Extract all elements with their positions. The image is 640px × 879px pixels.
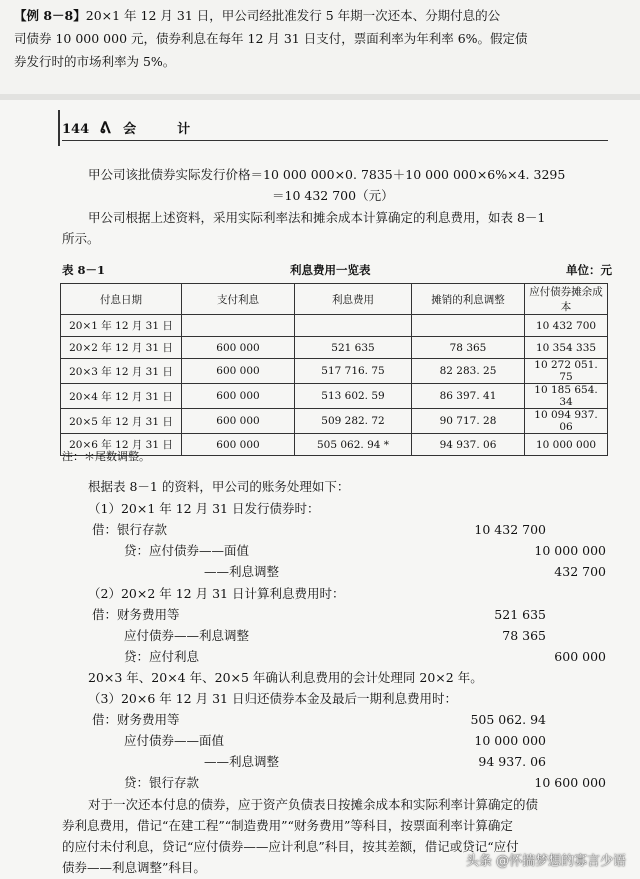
cell-paid — [182, 315, 295, 337]
table-number: 表 8－1 — [62, 263, 106, 277]
entry-1-debit: 借：银行存款 — [92, 522, 168, 537]
closing-line-2: 券利息费用，借记“在建工程”“制造费用”“财务费用”等科目，按票面利率计算确定 — [62, 818, 513, 833]
entry-3-debit-2: 应付债券——面值 — [124, 733, 225, 748]
calc-line-2: ＝10 432 700（元） — [272, 188, 394, 203]
entry-2-note: 20×3 年、20×4 年、20×5 年确认利息费用的会计处理同 20×2 年。 — [88, 670, 483, 685]
entry-1-credit-2: ——利息调整 — [204, 564, 280, 579]
example-line-1: 【例 8－8】20×1 年 12 月 31 日，甲公司经批准发行 5 年期一次还本、分期付息的公 — [14, 8, 501, 23]
cell-amort — [412, 315, 525, 337]
cell-amort: 82 283. 25 — [412, 359, 525, 384]
col-header-amortized-cost: 应付债券摊余成本 — [525, 284, 608, 315]
entry-2-debit-2-amount: 78 365 — [502, 628, 546, 643]
entry-2-credit-amount: 600 000 — [554, 649, 606, 664]
col-header-interest-expense: 利息费用 — [295, 284, 412, 315]
cell-paid: 600 000 — [182, 434, 295, 456]
entry-1-debit-amount: 10 432 700 — [474, 522, 546, 537]
header-rule — [62, 140, 608, 141]
entry-1-credit-1-amount: 10 000 000 — [534, 543, 606, 558]
cell-expense: 513 602. 59 — [295, 384, 412, 409]
cell-cost: 10 094 937. 06 — [525, 409, 608, 434]
cell-date: 20×6 年 12 月 31 日 — [61, 434, 182, 456]
cell-cost: 10 272 051. 75 — [525, 359, 608, 384]
cell-paid: 600 000 — [182, 359, 295, 384]
table-row — [61, 409, 608, 434]
example-line-2: 司债券 10 000 000 元，债券利息在每年 12 月 31 日支付，票面利率为年利率 6%。假定债 — [14, 31, 528, 46]
cell-amort: 78 365 — [412, 337, 525, 359]
example-block — [0, 0, 640, 100]
closing-line-4: 债券——利息调整”科目。 — [62, 860, 206, 875]
cell-cost: 10 432 700 — [525, 315, 608, 337]
entry-3-debit-1-amount: 505 062. 94 — [470, 712, 546, 727]
entry-1-credit-1: 贷：应付债券——面值 — [124, 543, 250, 558]
cell-paid: 600 000 — [182, 384, 295, 409]
table-note: 注：＊尾数调整。 — [62, 450, 150, 463]
section-title: 会 计 — [123, 122, 205, 137]
entry-3-credit: 贷：银行存款 — [124, 775, 200, 790]
entry-3-debit-2-amount: 10 000 000 — [474, 733, 546, 748]
cell-cost: 10 185 654. 34 — [525, 384, 608, 409]
entry-2-title: （2）20×2 年 12 月 31 日计算利息费用时： — [88, 586, 345, 601]
entry-2-credit: 贷：应付利息 — [124, 649, 200, 664]
cell-date: 20×3 年 12 月 31 日 — [61, 359, 182, 384]
interest-table — [60, 283, 608, 456]
table-unit: 单位：元 — [566, 263, 612, 277]
table-row — [61, 315, 608, 337]
example-label: 【例 8－8】 — [14, 8, 86, 23]
entry-3-credit-amount: 10 600 000 — [534, 775, 606, 790]
col-header-date: 付息日期 — [61, 284, 182, 315]
entry-3-debit-1: 借：财务费用等 — [92, 712, 180, 727]
entry-1-title: （1）20×1 年 12 月 31 日发行债券时： — [88, 501, 320, 516]
cell-amort: 94 937. 06 — [412, 434, 525, 456]
cell-expense: 509 282. 72 — [295, 409, 412, 434]
table-row — [61, 359, 608, 384]
entries-intro: 根据表 8－1 的资料，甲公司的账务处理如下： — [88, 479, 350, 494]
cell-cost: 10 354 335 — [525, 337, 608, 359]
header-left-rule — [58, 110, 60, 146]
cell-expense: 505 062. 94 * — [295, 434, 412, 456]
cell-expense: 521 635 — [295, 337, 412, 359]
cell-date: 20×2 年 12 月 31 日 — [61, 337, 182, 359]
entry-3-debit-3: ——利息调整 — [204, 754, 280, 769]
table-header-row — [61, 284, 608, 315]
cell-date: 20×5 年 12 月 31 日 — [61, 409, 182, 434]
cell-expense: 517 716. 75 — [295, 359, 412, 384]
entry-2-debit-1-amount: 521 635 — [494, 607, 546, 622]
calc-line-4: 所示。 — [62, 231, 100, 246]
entry-2-debit-1: 借：财务费用等 — [92, 607, 180, 622]
table-row — [61, 384, 608, 409]
closing-line-3: 的应付未付利息，贷记“应付债券——应计利息”科目，按其差额，借记或贷记“应付 — [62, 839, 519, 854]
cell-amort: 90 717. 28 — [412, 409, 525, 434]
cell-date: 20×1 年 12 月 31 日 — [61, 315, 182, 337]
col-header-paid-interest: 支付利息 — [182, 284, 295, 315]
entry-2-debit-2: 应付债券——利息调整 — [124, 628, 250, 643]
book-logo-icon: ᕕ — [99, 118, 111, 137]
table-title: 利息费用一览表 — [290, 263, 371, 277]
col-header-amortization: 摊销的利息调整 — [412, 284, 525, 315]
cell-paid: 600 000 — [182, 337, 295, 359]
closing-line-1: 对于一次还本付息的债券，应于资产负债表日按摊余成本和实际利率计算确定的债 — [88, 797, 539, 812]
entry-1-credit-2-amount: 432 700 — [554, 564, 606, 579]
page-number: 144 — [62, 122, 90, 137]
entry-3-debit-3-amount: 94 937. 06 — [478, 754, 546, 769]
cell-date: 20×4 年 12 月 31 日 — [61, 384, 182, 409]
entry-3-title: （3）20×6 年 12 月 31 日归还债券本金及最后一期利息费用时： — [88, 691, 457, 706]
example-line-3: 券发行时的市场利率为 5%。 — [14, 54, 176, 69]
cell-cost: 10 000 000 — [525, 434, 608, 456]
page-header — [62, 118, 204, 137]
cell-expense — [295, 315, 412, 337]
cell-amort: 86 397. 41 — [412, 384, 525, 409]
cell-paid: 600 000 — [182, 409, 295, 434]
calc-line-3: 甲公司根据上述资料，采用实际利率法和摊余成本计算确定的利息费用，如表 8－1 — [88, 210, 546, 225]
calc-line-1: 甲公司该批债券实际发行价格＝10 000 000×0. 7835＋10 000 000×6%×4. 3295 — [88, 167, 566, 182]
watermark: 头条 @怀揣梦想的寡言少语 — [465, 854, 626, 869]
table-row — [61, 337, 608, 359]
